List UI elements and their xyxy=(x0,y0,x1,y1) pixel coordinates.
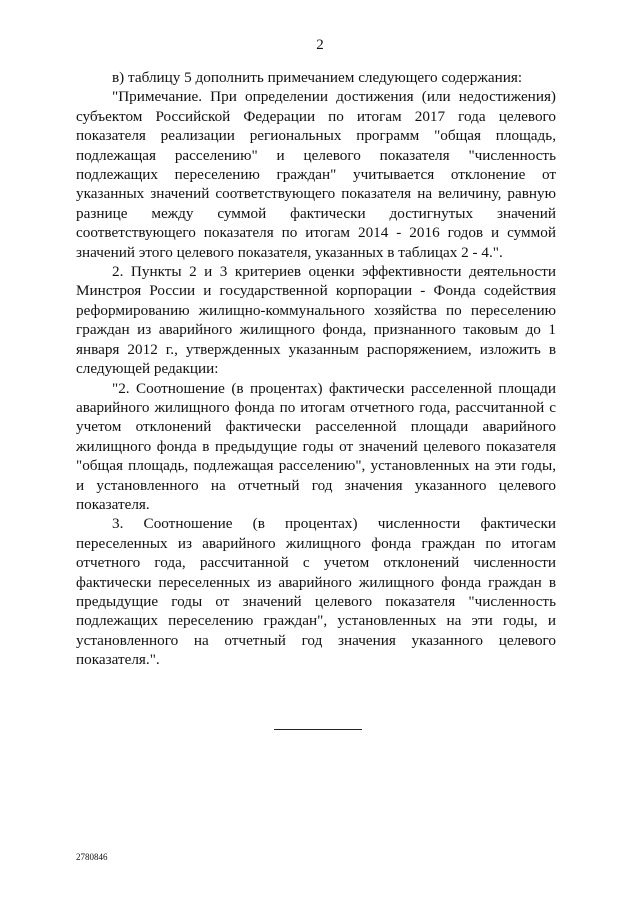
paragraph-note-text: "Примечание. При определении достижения (или недостижения) субъектом Российской Федерации по итогам 2017 года целевого показателя реализации региональных программ "общая площадь, подлежащая расселению" и целевого показателя "численность подлежащих переселению граждан" учитывается отклонение от указанных значений соответствующего показателя на величину, равную разнице между суммой фактически достигнутых значений соответствующего показателя по итогам 2014 - 2016 годов и суммой значений этого целевого показателя, указанных в таблицах 2 - 4.". xyxy=(76,88,556,261)
end-divider-line xyxy=(274,729,362,730)
page-number: 2 xyxy=(316,37,324,53)
paragraph-criterion-2: "2. Соотношение (в процентах) фактически расселенной площади аварийного жилищного фонда по итогам отчетного года, рассчитанной с учетом отклонений фактически расселенной площади аварийного жилищного фонда в предыдущие годы от значений целевого показателя "общая площадь, подлежащая расселению", установленных на эти годы, и установленного на отчетный год значения указанного целевого показателя. xyxy=(76,379,556,513)
document-body xyxy=(76,68,556,670)
document-code: 2780846 xyxy=(76,852,108,862)
paragraph-criterion-3: 3. Соотношение (в процентах) численности фактически переселенных из аварийного жилищного фонда граждан по итогам отчетного года, рассчитанной с учетом отклонений численности фактически переселенных из аварийного жилищного фонда граждан в предыдущие годы от значений целевого показателя "численность подлежащих переселению граждан", установленных на эти годы, и установленного на отчетный год значения указанного целевого показателя.". xyxy=(76,515,556,669)
paragraph-table5-note-intro: в) таблицу 5 дополнить примечанием следующего содержания: xyxy=(112,69,523,86)
paragraph-criteria-revision: 2. Пункты 2 и 3 критериев оценки эффективности деятельности Минстроя России и государственной корпорации - Фонда содействия реформированию жилищно-коммунального хозяйства по переселению граждан из аварийного жилищного фонда, признанного таковым до 1 января 2012 г., утвержденных указанным распоряжением, изложить в следующей редакции: xyxy=(76,263,556,378)
